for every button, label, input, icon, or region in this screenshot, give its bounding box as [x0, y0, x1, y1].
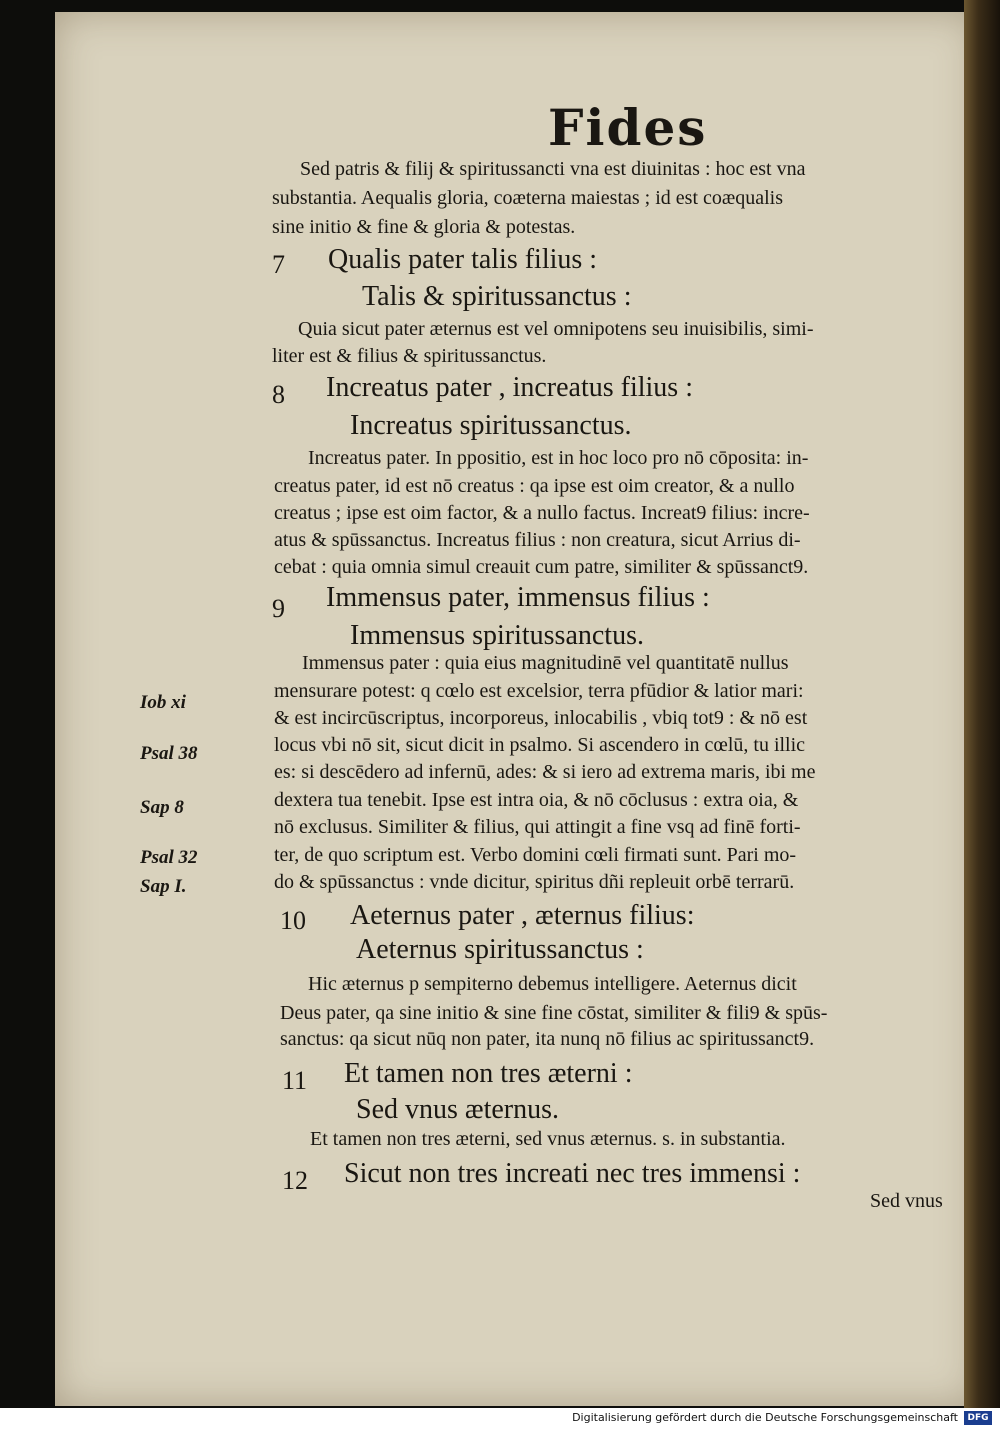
text-line: sine initio & fine & gloria & potestas. [272, 216, 576, 238]
verse-line: Increatus pater , increatus filius : [326, 372, 693, 403]
verse-line: Immensus pater, immensus filius : [326, 582, 710, 613]
text-line: mensurare potest: q cœlo est excelsior, terra pfūdior & latior mari: [274, 680, 804, 702]
verse-line: Increatus spiritussanctus. [350, 410, 632, 441]
verse-line: Sicut non tres increati nec tres immensi : [344, 1158, 801, 1189]
text-line: dextera tua tenebit. Ipse est intra oia, & nō cōclusus : extra oia, & [274, 789, 799, 811]
text-line: liter est & filius & spiritussanctus. [272, 345, 547, 367]
digitization-footer [0, 1408, 1000, 1429]
text-line: es: si descēdero ad infernū, ades: & si iero ad extrema maris, ibi me [274, 761, 816, 783]
verse-line: Immensus spiritussanctus. [350, 620, 644, 651]
book-binding-edge [964, 0, 1000, 1410]
verse-number: 7 [272, 250, 285, 279]
text-line: & est incircūscriptus, incorporeus, inlocabilis , vbiq tot9 : & nō est [274, 707, 808, 729]
page-heading: Fides [548, 98, 708, 157]
text-line: do & spūssanctus : vnde dicitur, spiritus dñi repleuit orbē terrarū. [274, 871, 795, 893]
text-line: Hic æternus p sempiterno debemus intelligere. Aeternus dicit [308, 973, 797, 995]
verse-line: Sed vnus æternus. [356, 1094, 559, 1125]
text-line: atus & spūssanctus. Increatus filius : non creatura, sicut Arrius di- [274, 529, 801, 551]
dfg-logo: DFG [964, 1411, 992, 1425]
verse-line: Et tamen non tres æterni : [344, 1058, 633, 1089]
verse-number: 8 [272, 380, 285, 409]
verse-line: Qualis pater talis filius : [328, 244, 598, 275]
catchword: Sed vnus [870, 1190, 943, 1212]
text-line: Immensus pater : quia eius magnitudinē vel quantitatē nullus [302, 652, 789, 674]
text-line: Et tamen non tres æterni, sed vnus æternus. s. in substantia. [310, 1128, 786, 1150]
verse-number: 12 [282, 1166, 308, 1195]
verse-line: Aeternus spiritussanctus : [356, 934, 644, 965]
verse-number: 11 [282, 1066, 308, 1095]
verse-number: 9 [272, 594, 285, 623]
text-line: creatus ; ipse est oim factor, & a nullo factus. Increat9 filius: incre- [274, 502, 810, 524]
verse-number: 10 [280, 906, 306, 935]
text-line: sanctus: qa sicut nūq non pater, ita nunq nō filius ac spiritussanct9. [280, 1028, 815, 1050]
verse-line: Aeternus pater , æternus filius: [350, 900, 695, 931]
margin-reference: Iob xi [140, 692, 186, 713]
margin-reference: Sap 8 [140, 797, 184, 818]
text-line: cebat : quia omnia simul creauit cum patre, similiter & spūssanct9. [274, 556, 809, 578]
text-line: substantia. Aequalis gloria, coæterna maiestas ; id est coæqualis [272, 187, 784, 209]
text-line: nō exclusus. Similiter & filius, qui attingit a fine vsq ad finē forti- [274, 816, 801, 838]
text-line: Increatus pater. In ppositio, est in hoc loco pro nō cōposita: in- [308, 447, 809, 469]
text-line: locus vbi nō sit, sicut dicit in psalmo. Si ascendero in cœlū, tu illic [274, 734, 806, 756]
margin-reference: Psal 38 [140, 743, 198, 764]
text-line: Sed patris & filij & spiritussancti vna est diuinitas : hoc est vna [300, 158, 806, 180]
verse-line: Talis & spiritussanctus : [362, 281, 632, 312]
text-line: ter, de quo scriptum est. Verbo domini cœli firmati sunt. Pari mo- [274, 844, 797, 866]
text-line: Quia sicut pater æternus est vel omnipotens seu inuisibilis, simi- [298, 318, 814, 340]
text-line: Deus pater, qa sine initio & sine fine cōstat, similiter & fili9 & spūs- [280, 1002, 828, 1024]
margin-reference: Sap I. [140, 876, 187, 897]
text-line: creatus pater, id est nō creatus : qa ipse est oim creator, & a nullo [274, 475, 795, 497]
margin-reference: Psal 32 [140, 847, 198, 868]
funding-note: Digitalisierung gefördert durch die Deutsche Forschungsgemeinschaft [572, 1411, 958, 1424]
